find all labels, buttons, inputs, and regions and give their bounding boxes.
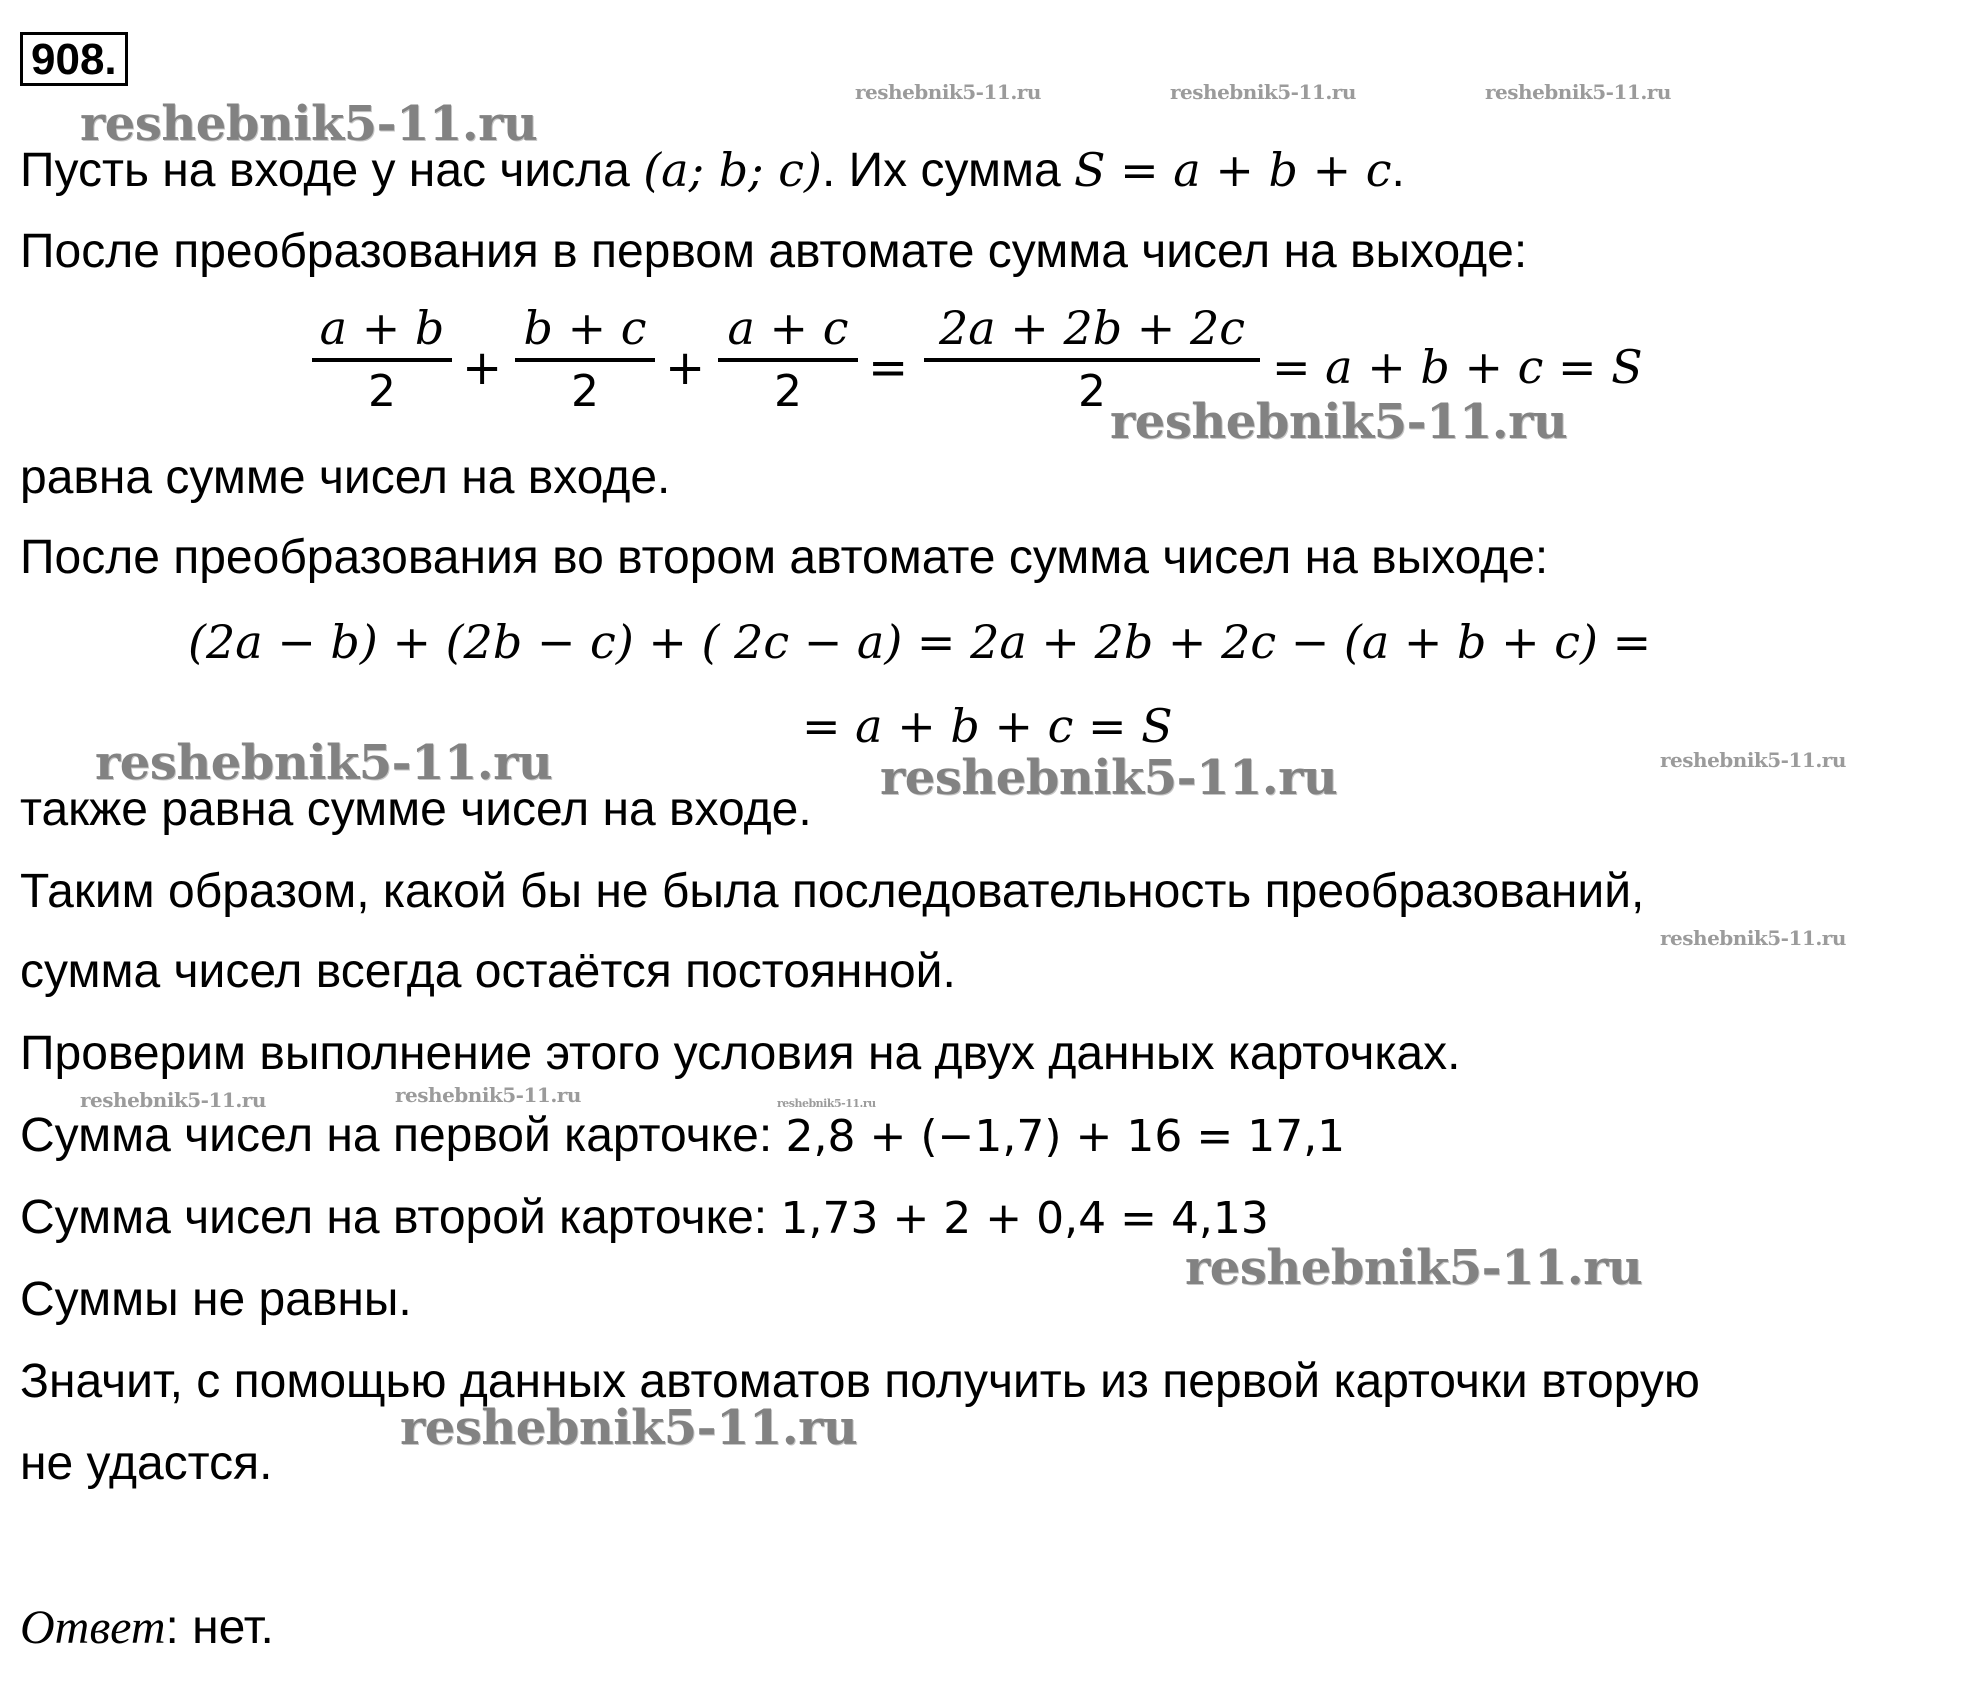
text-fragment: Сумма чисел на первой карточке: [20, 1109, 786, 1162]
text-line-15: не удастся. [20, 1437, 273, 1490]
answer-value: : нет. [165, 1601, 274, 1654]
answer-label: Ответ [20, 1601, 166, 1654]
text-line-8: Таким образом, какой бы не была последовательность преобразований, [20, 865, 1645, 918]
text-line-9: сумма чисел всегда остаётся постоянной. [20, 945, 956, 998]
plus-sign: + [665, 340, 706, 396]
answer-line [20, 1598, 274, 1658]
equals-sign: = [868, 340, 909, 396]
text-fragment: Сумма чисел на второй карточке: [20, 1191, 781, 1244]
fraction-3 [718, 298, 858, 422]
watermark: reshebnik5-11.ru [1170, 80, 1356, 104]
denominator: 2 [1078, 366, 1106, 417]
denominator: 2 [774, 366, 802, 417]
formula-tail: = a + b + c = S [1272, 340, 1643, 394]
text-line-7: также равна сумме чисел на входе. [20, 783, 812, 836]
plus-sign: + [462, 340, 503, 396]
watermark: reshebnik5-11.ru [395, 1083, 581, 1107]
numerator: a + c [727, 301, 849, 355]
text-line-14: Значит, с помощью данных автоматов получить из первой карточки вторую [20, 1355, 1700, 1408]
watermark: reshebnik5-11.ru [1660, 748, 1846, 772]
numerator: b + c [523, 301, 647, 355]
watermark: reshebnik5-11.ru [777, 1097, 876, 1110]
formula-2-line-1: (2a − b) + (2b − c) + ( 2c − a) = 2a + 2b + 2c − (a + b + c) = [188, 615, 1652, 669]
numerator: a + b [319, 301, 445, 355]
fraction-1 [312, 298, 452, 422]
text-line-4: После преобразования во втором автомате сумма чисел на выходе: [20, 531, 1549, 584]
watermark: reshebnik5-11.ru [400, 1400, 858, 1456]
text-line-11 [20, 1106, 1345, 1167]
fraction-4 [924, 298, 1260, 422]
problem-number: 908. [20, 32, 128, 86]
text-fragment: . Их сумма [821, 144, 1074, 197]
denominator: 2 [571, 366, 599, 417]
watermark: reshebnik5-11.ru [880, 750, 1338, 806]
text-fragment: . [1391, 144, 1405, 197]
watermark: reshebnik5-11.ru [1660, 926, 1846, 950]
watermark: reshebnik5-11.ru [1185, 1240, 1643, 1296]
watermark: reshebnik5-11.ru [855, 80, 1041, 104]
text-line-2: После преобразования в первом автомате сумма чисел на выходе: [20, 225, 1528, 278]
text-fragment: Пусть на входе у нас числа [20, 144, 644, 197]
text-line-1 [20, 140, 1405, 201]
math-inline: (a; b; c) [643, 143, 822, 197]
numerator: 2a + 2b + 2c [938, 301, 1245, 355]
watermark: reshebnik5-11.ru [1485, 80, 1671, 104]
math-inline: 1,73 + 2 + 0,4 = 4,13 [780, 1193, 1269, 1244]
formula-2-line-2: = a + b + c = S [802, 699, 1173, 753]
watermark: reshebnik5-11.ru [1110, 394, 1568, 450]
denominator: 2 [368, 366, 396, 417]
math-inline: S = a + b + c [1073, 143, 1392, 197]
math-inline: 2,8 + (−1,7) + 16 = 17,1 [785, 1111, 1346, 1162]
watermark: reshebnik5-11.ru [80, 1088, 266, 1112]
text-line-13: Суммы не равны. [20, 1273, 412, 1326]
fraction-2 [515, 298, 655, 422]
text-line-12 [20, 1188, 1269, 1249]
text-line-10: Проверим выполнение этого условия на двух данных карточках. [20, 1027, 1461, 1080]
watermark: reshebnik5-11.ru [80, 96, 538, 152]
text-line-3: равна сумме чисел на входе. [20, 451, 671, 504]
watermark: reshebnik5-11.ru [95, 735, 553, 791]
